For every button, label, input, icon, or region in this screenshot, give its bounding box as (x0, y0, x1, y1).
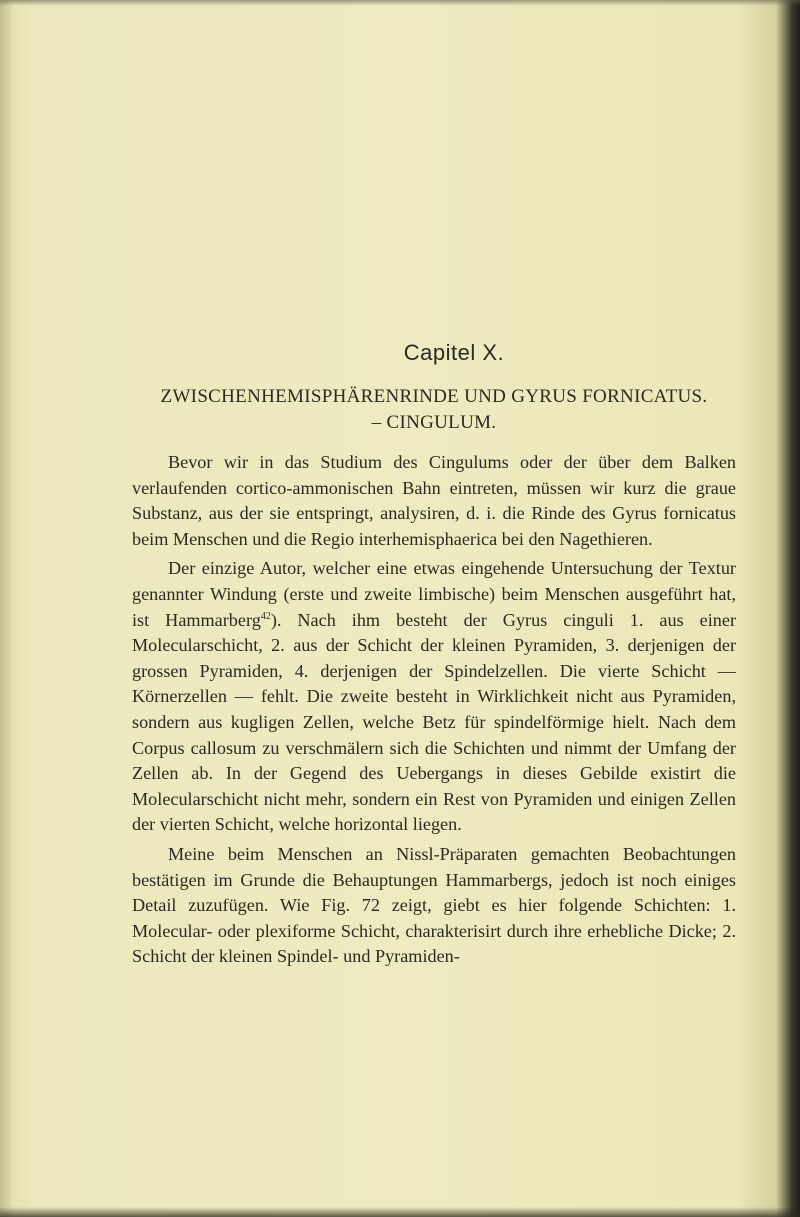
footnote-marker: 42 (260, 610, 271, 622)
page-top-shadow (0, 0, 800, 6)
paragraph-3: Meine beim Menschen an Nissl-Präparaten gemachten Beobachtungen bestätigen im Grunde die Behauptungen Hammarbergs, jedoch ist noch einiges Detail zuzufügen. Wie Fig. 72 zeigt, giebt es hier folgende Schichten: 1. Molecular- oder plexiforme Schicht, charakterisirt durch ihre erhebliche Dicke; 2. Schicht der kleinen Spindel- und Pyramiden- (132, 843, 736, 967)
page-bottom-shadow (0, 1207, 800, 1217)
chapter-title-line-1: ZWISCHENHEMISPHÄRENRINDE UND GYRUS FORNICATUS. (160, 386, 708, 407)
chapter-title-line-2: – CINGULUM. (371, 412, 497, 433)
paragraph-2-part-a: Der einzige Autor, welcher eine etwas eingehende Untersuchung der Textur genannter Windung (erste und zweite limbische) beim Menschen ausgeführt hat, ist Hammarberg (132, 558, 736, 630)
paragraph-1: Bevor wir in das Studium des Cingulums oder der über dem Balken verlaufenden cortico-ammonischen Bahn eintreten, müssen wir kurz die graue Substanz, aus der sie entspringt, analysiren, d. i. die Rinde des Gyrus fornicatus beim Menschen und die Regio interhemisphaerica bei den Nagethieren. (132, 452, 736, 549)
chapter-heading: Capitel X. (403, 340, 505, 365)
chapter-title (132, 384, 736, 436)
paragraph-2-part-b: ). Nach ihm besteht der Gyrus cinguli 1. aus einer Molecularschicht, 2. aus der Schicht der kleinen Pyramiden, 3. derjenigen der grossen Pyramiden, 4. derjenigen der Spindelzellen. Die vierte Schicht — Körnerzellen — fehlt. Die zweite besteht in Wirklichkeit nicht aus Pyramiden, sondern aus kugligen Zellen, welche Betz für spindelförmige hielt. Nach dem Corpus callosum zu verschmälern sich die Schichten und nimmt der Umfang der Zellen ab. In der Gegend des Uebergangs in dieses Gebilde existirt die Molecularschicht nicht mehr, sondern ein Rest von Pyramiden und einigen Zellen der vierten Schicht, welche horizontal liegen. (132, 609, 736, 835)
page-left-shadow (0, 0, 14, 1217)
paragraph-2 (132, 556, 736, 838)
page-content (132, 340, 736, 974)
